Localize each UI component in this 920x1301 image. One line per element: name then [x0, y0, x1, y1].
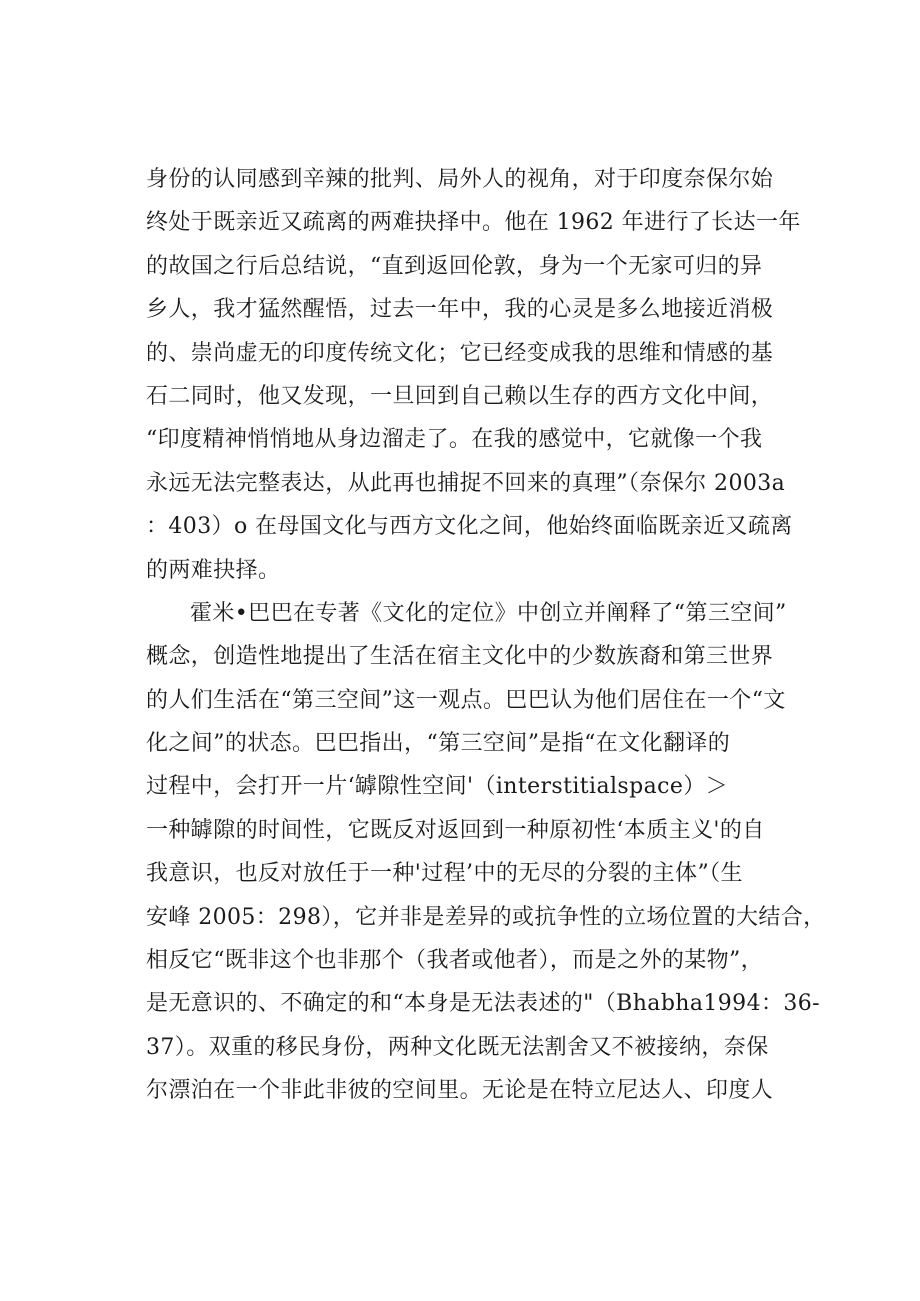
text-line: 我意识，也反对放任于一种'过程’中的无尽的分裂的主体”（生 — [146, 861, 743, 887]
text-line: 身份的认同感到辛辣的批判、局外人的视角，对于印度奈保尔始 — [146, 167, 774, 192]
text-line: “印度精神悄悄地从身边溜走了。在我的感觉中，它就像一个我 — [146, 427, 763, 453]
text-line: 概念，创造性地提出了生活在宿主文化中的少数族裔和第三世界 — [146, 644, 774, 670]
text-line: 安峰 2005：298），它并非是差异的或抗争性的立场位置的大结合， — [146, 904, 826, 930]
text-line: 的、崇尚虚无的印度传统文化；它已经变成我的思维和情感的基 — [146, 340, 774, 366]
text-line: 37）。双重的移民身份，两种文化既无法割舍又不被接纳，奈保 — [146, 1034, 769, 1060]
text-line: 化之间”的状态。巴巴指出，“第三空间”是指“在文化翻译的 — [146, 731, 731, 757]
text-line: 尔漂泊在一个非此非彼的空间里。无论是在特立尼达人、印度人 — [146, 1078, 774, 1104]
text-line: 乡人，我才猛然醒悟，过去一年中，我的心灵是多么地接近消极 — [146, 297, 774, 323]
text-line: 石二同时，他又发现，一旦回到自己赖以生存的西方文化中间， — [146, 383, 774, 409]
text-line: 的人们生活在“第三空间”这一观点。巴巴认为他们居住在一个“文 — [146, 687, 786, 713]
text-line: 霍米•巴巴在专著《文化的定位》中创立并阐释了“第三空间” — [190, 600, 787, 626]
text-line: 终处于既亲近又疏离的两难抉择中。他在 1962 年进行了长达一年 — [146, 210, 801, 236]
text-line: 的两难抉择。 — [146, 557, 281, 583]
text-line: ：403）o 在母国文化与西方文化之间，他始终面临既亲近又疏离 — [146, 514, 793, 540]
text-line: 一种罅隙的时间性，它既反对返回到一种原初性‘本质主义'的自 — [146, 817, 765, 843]
text-line: 相反它“既非这个也非那个（我者或他者），而是之外的某物”， — [146, 948, 764, 974]
text-line: 是无意识的、不确定的和“本身是无法表述的"（Bhabha1994：36- — [146, 991, 821, 1017]
paragraph-2 — [146, 592, 826, 1113]
paragraph-1 — [146, 158, 816, 592]
body-text — [146, 158, 826, 1113]
text-line: 过程中，会打开一片‘罅隙性空间'（interstitialspace）＞ — [146, 774, 729, 800]
text-line: 永远无法完整表达，从此再也捕捉不回来的真理”（奈保尔 2003a — [146, 470, 786, 496]
text-line: 的故国之行后总结说，“直到返回伦敦，身为一个无家可归的异 — [146, 253, 763, 279]
